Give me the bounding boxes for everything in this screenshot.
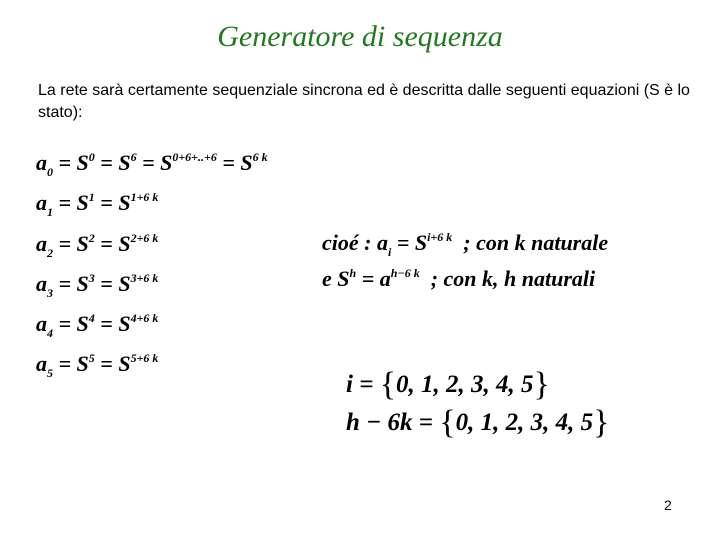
- equation-a5: $a_5 = S^5 = S^{5+6 k}$: [36, 351, 159, 380]
- equation-a3: $a_3 = S^3 = S^{3+6 k}$: [36, 271, 159, 300]
- equation-cioe: cioé : $a_i = S^{i+6 k}$ ; con k naturale: [322, 230, 609, 259]
- page-number: 2: [664, 497, 672, 513]
- equation-a0: $a_0 = S^0 = S^6 = S^{0+6+..+6} = S^{6 k}$: [36, 150, 268, 179]
- page-title: Generatore di sequenza: [217, 20, 503, 53]
- set-h: h − 6k = {0, 1, 2, 3, 4, 5}: [346, 404, 610, 441]
- equation-e: e $S^h = a^{h-6 k}$ ; con k, h naturali: [322, 266, 596, 291]
- equation-a4: $a_4 = S^4 = S^{4+6 k}$: [36, 311, 159, 340]
- equation-a2: $a_2 = S^2 = S^{2+6 k}$: [36, 231, 159, 260]
- set-i: i = {0, 1, 2, 3, 4, 5}: [346, 366, 550, 403]
- intro-text: La rete sarà certamente sequenziale sincrona ed è descritta dalle seguenti equazioni (S è lo stato):: [38, 82, 690, 121]
- equation-a1: $a_1 = S^1 = S^{1+6 k}$: [36, 190, 159, 219]
